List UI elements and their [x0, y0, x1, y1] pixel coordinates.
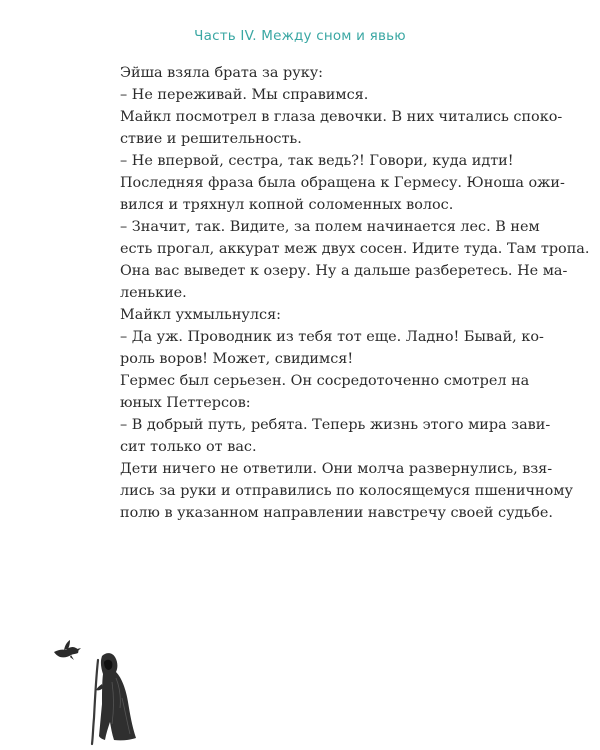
text-line: полю в указанном направлении навстречу своей судьбе. [120, 505, 553, 521]
text-line: ленькие. [120, 285, 187, 301]
hooded-figure-illustration [52, 638, 142, 746]
text-line: Она вас выведет к озеру. Ну а дальше разберетесь. Не ма- [120, 263, 568, 279]
paragraph [120, 304, 493, 326]
running-header: Часть IV. Между сном и явью [194, 28, 406, 44]
text-line: роль воров! Может, свидимся! [120, 351, 354, 367]
text-line: – Не впервой, сестра, так ведь?! Говори, куда идти! [120, 153, 514, 169]
paragraph [120, 414, 551, 458]
paragraph [120, 84, 493, 106]
text-line: – Значит, так. Видите, за полем начинается лес. В нем [120, 219, 540, 235]
body-text [120, 62, 590, 524]
paragraph [120, 106, 563, 150]
paragraph [120, 216, 590, 304]
cloaked-figure-icon [96, 653, 136, 740]
text-line: ствие и решительность. [120, 131, 302, 147]
text-line: Эйша взяла брата за руку: [120, 65, 324, 81]
text-line: сит только от вас. [120, 439, 257, 455]
paragraph [120, 326, 544, 370]
text-line: Майкл посмотрел в глаза девочки. В них читались споко- [120, 109, 563, 125]
paragraph [120, 458, 573, 524]
text-line: – Да уж. Проводник из тебя тот еще. Ладно! Бывай, ко- [120, 329, 544, 345]
paragraph [120, 62, 493, 84]
text-line: юных Петтерсов: [120, 395, 251, 411]
text-line: Дети ничего не ответили. Они молча развернулись, взя- [120, 461, 553, 477]
staff-icon [92, 660, 98, 744]
text-line: – Не переживай. Мы справимся. [120, 87, 369, 103]
text-line: Майкл ухмыльнулся: [120, 307, 282, 323]
text-line: есть прогал, аккурат меж двух сосен. Идите туда. Там тропа. [120, 241, 590, 257]
crow-icon [54, 640, 81, 660]
paragraph [120, 172, 565, 216]
text-line: – В добрый путь, ребята. Теперь жизнь этого мира зави- [120, 417, 551, 433]
paragraph [120, 150, 514, 172]
text-line: вился и тряхнул копной соломенных волос. [120, 197, 454, 213]
text-line: Гермес был серьезен. Он сосредоточенно смотрел на [120, 373, 530, 389]
text-line: лись за руки и отправились по колосящемуся пшеничному [120, 483, 573, 499]
text-line: Последняя фраза была обращена к Гермесу. Юноша ожи- [120, 175, 565, 191]
paragraph [120, 370, 530, 414]
